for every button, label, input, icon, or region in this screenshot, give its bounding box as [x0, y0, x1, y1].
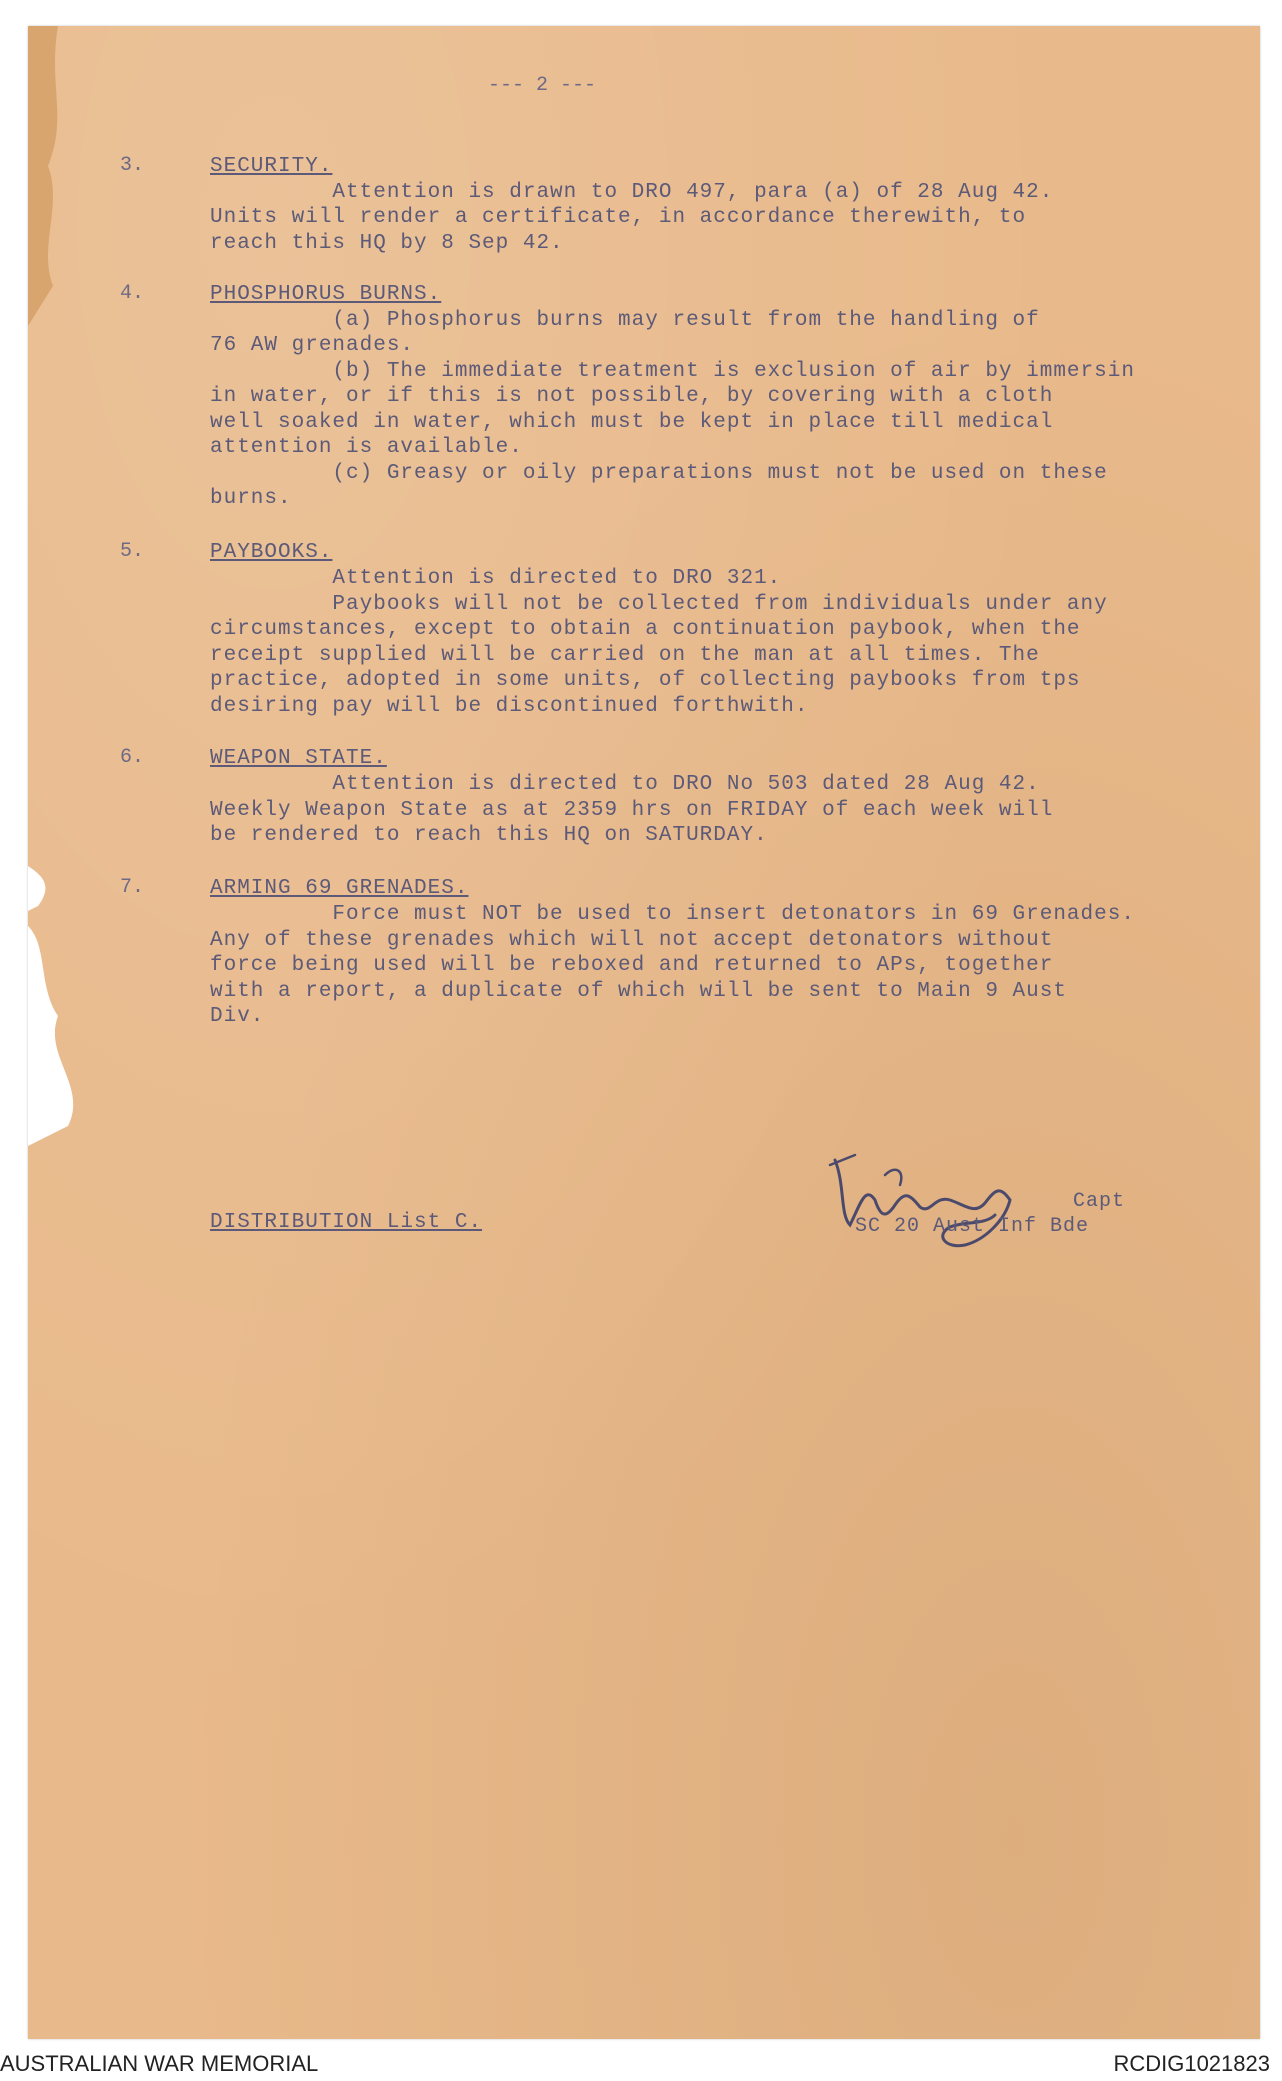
section-line: circumstances, except to obtain a continuation paybook, when the: [210, 618, 1081, 641]
section-line: well soaked in water, which must be kept in place till medical: [210, 411, 1054, 434]
section-line: reach this HQ by 8 Sep 42.: [210, 232, 564, 255]
section-line: Any of these grenades which will not accept detonators without: [210, 929, 1054, 952]
section-heading: ARMING 69 GRENADES.: [210, 877, 469, 900]
section-line: in water, or if this is not possible, by covering with a cloth: [210, 385, 1054, 408]
section-line: Units will render a certificate, in accordance therewith, to: [210, 206, 1027, 229]
signature-rank: Capt: [1073, 1190, 1126, 1213]
section-number: 3.: [120, 154, 145, 177]
section-line: receipt supplied will be carried on the man at all times. The: [210, 644, 1040, 667]
section-number: 6.: [120, 746, 145, 769]
section-line: (b) The immediate treatment is exclusion of air by immersin: [210, 360, 1135, 383]
distribution-list: DISTRIBUTION List C.: [210, 1211, 483, 1234]
signature-title: SC 20 Aust Inf Bde: [855, 1215, 1090, 1238]
section-heading: PHOSPHORUS BURNS.: [210, 283, 442, 306]
section-line: Attention is drawn to DRO 497, para (a) of 28 Aug 42.: [210, 181, 1054, 204]
section-line: force being used will be reboxed and returned to APs, together: [210, 954, 1054, 977]
torn-edge: [28, 26, 118, 1226]
section-line: Paybooks will not be collected from individuals under any: [210, 593, 1108, 616]
section-line: Weekly Weapon State as at 2359 hrs on FRIDAY of each week will: [210, 799, 1054, 822]
section-line: 76 AW grenades.: [210, 334, 415, 357]
section-line: burns.: [210, 487, 292, 510]
section-line: attention is available.: [210, 436, 523, 459]
section-line: Attention is directed to DRO 321.: [210, 567, 782, 590]
archive-credit: AUSTRALIAN WAR MEMORIAL: [0, 2051, 319, 2076]
section-line: with a report, a duplicate of which will be sent to Main 9 Aust: [210, 980, 1067, 1003]
section-number: 4.: [120, 282, 145, 305]
signature-scribble: [825, 1145, 1075, 1255]
section-heading: WEAPON STATE.: [210, 747, 387, 770]
section-line: desiring pay will be discontinued forthwith.: [210, 695, 809, 718]
section-heading: SECURITY.: [210, 155, 333, 178]
page-number: --- 2 ---: [488, 74, 597, 97]
section-line: (c) Greasy or oily preparations must not be used on these: [210, 462, 1108, 485]
section-line: practice, adopted in some units, of collecting paybooks from tps: [210, 669, 1081, 692]
section-line: Force must NOT be used to insert detonators in 69 Grenades.: [210, 903, 1135, 926]
section-line: be rendered to reach this HQ on SATURDAY.: [210, 824, 768, 847]
section-line: Attention is directed to DRO No 503 dated 28 Aug 42.: [210, 773, 1040, 796]
section-number: 7.: [120, 876, 145, 899]
section-heading: PAYBOOKS.: [210, 541, 333, 564]
section-line: (a) Phosphorus burns may result from the handling of: [210, 309, 1040, 332]
archive-id: RCDIG1021823: [1113, 2051, 1270, 2076]
section-line: Div.: [210, 1005, 265, 1028]
section-number: 5.: [120, 540, 145, 563]
